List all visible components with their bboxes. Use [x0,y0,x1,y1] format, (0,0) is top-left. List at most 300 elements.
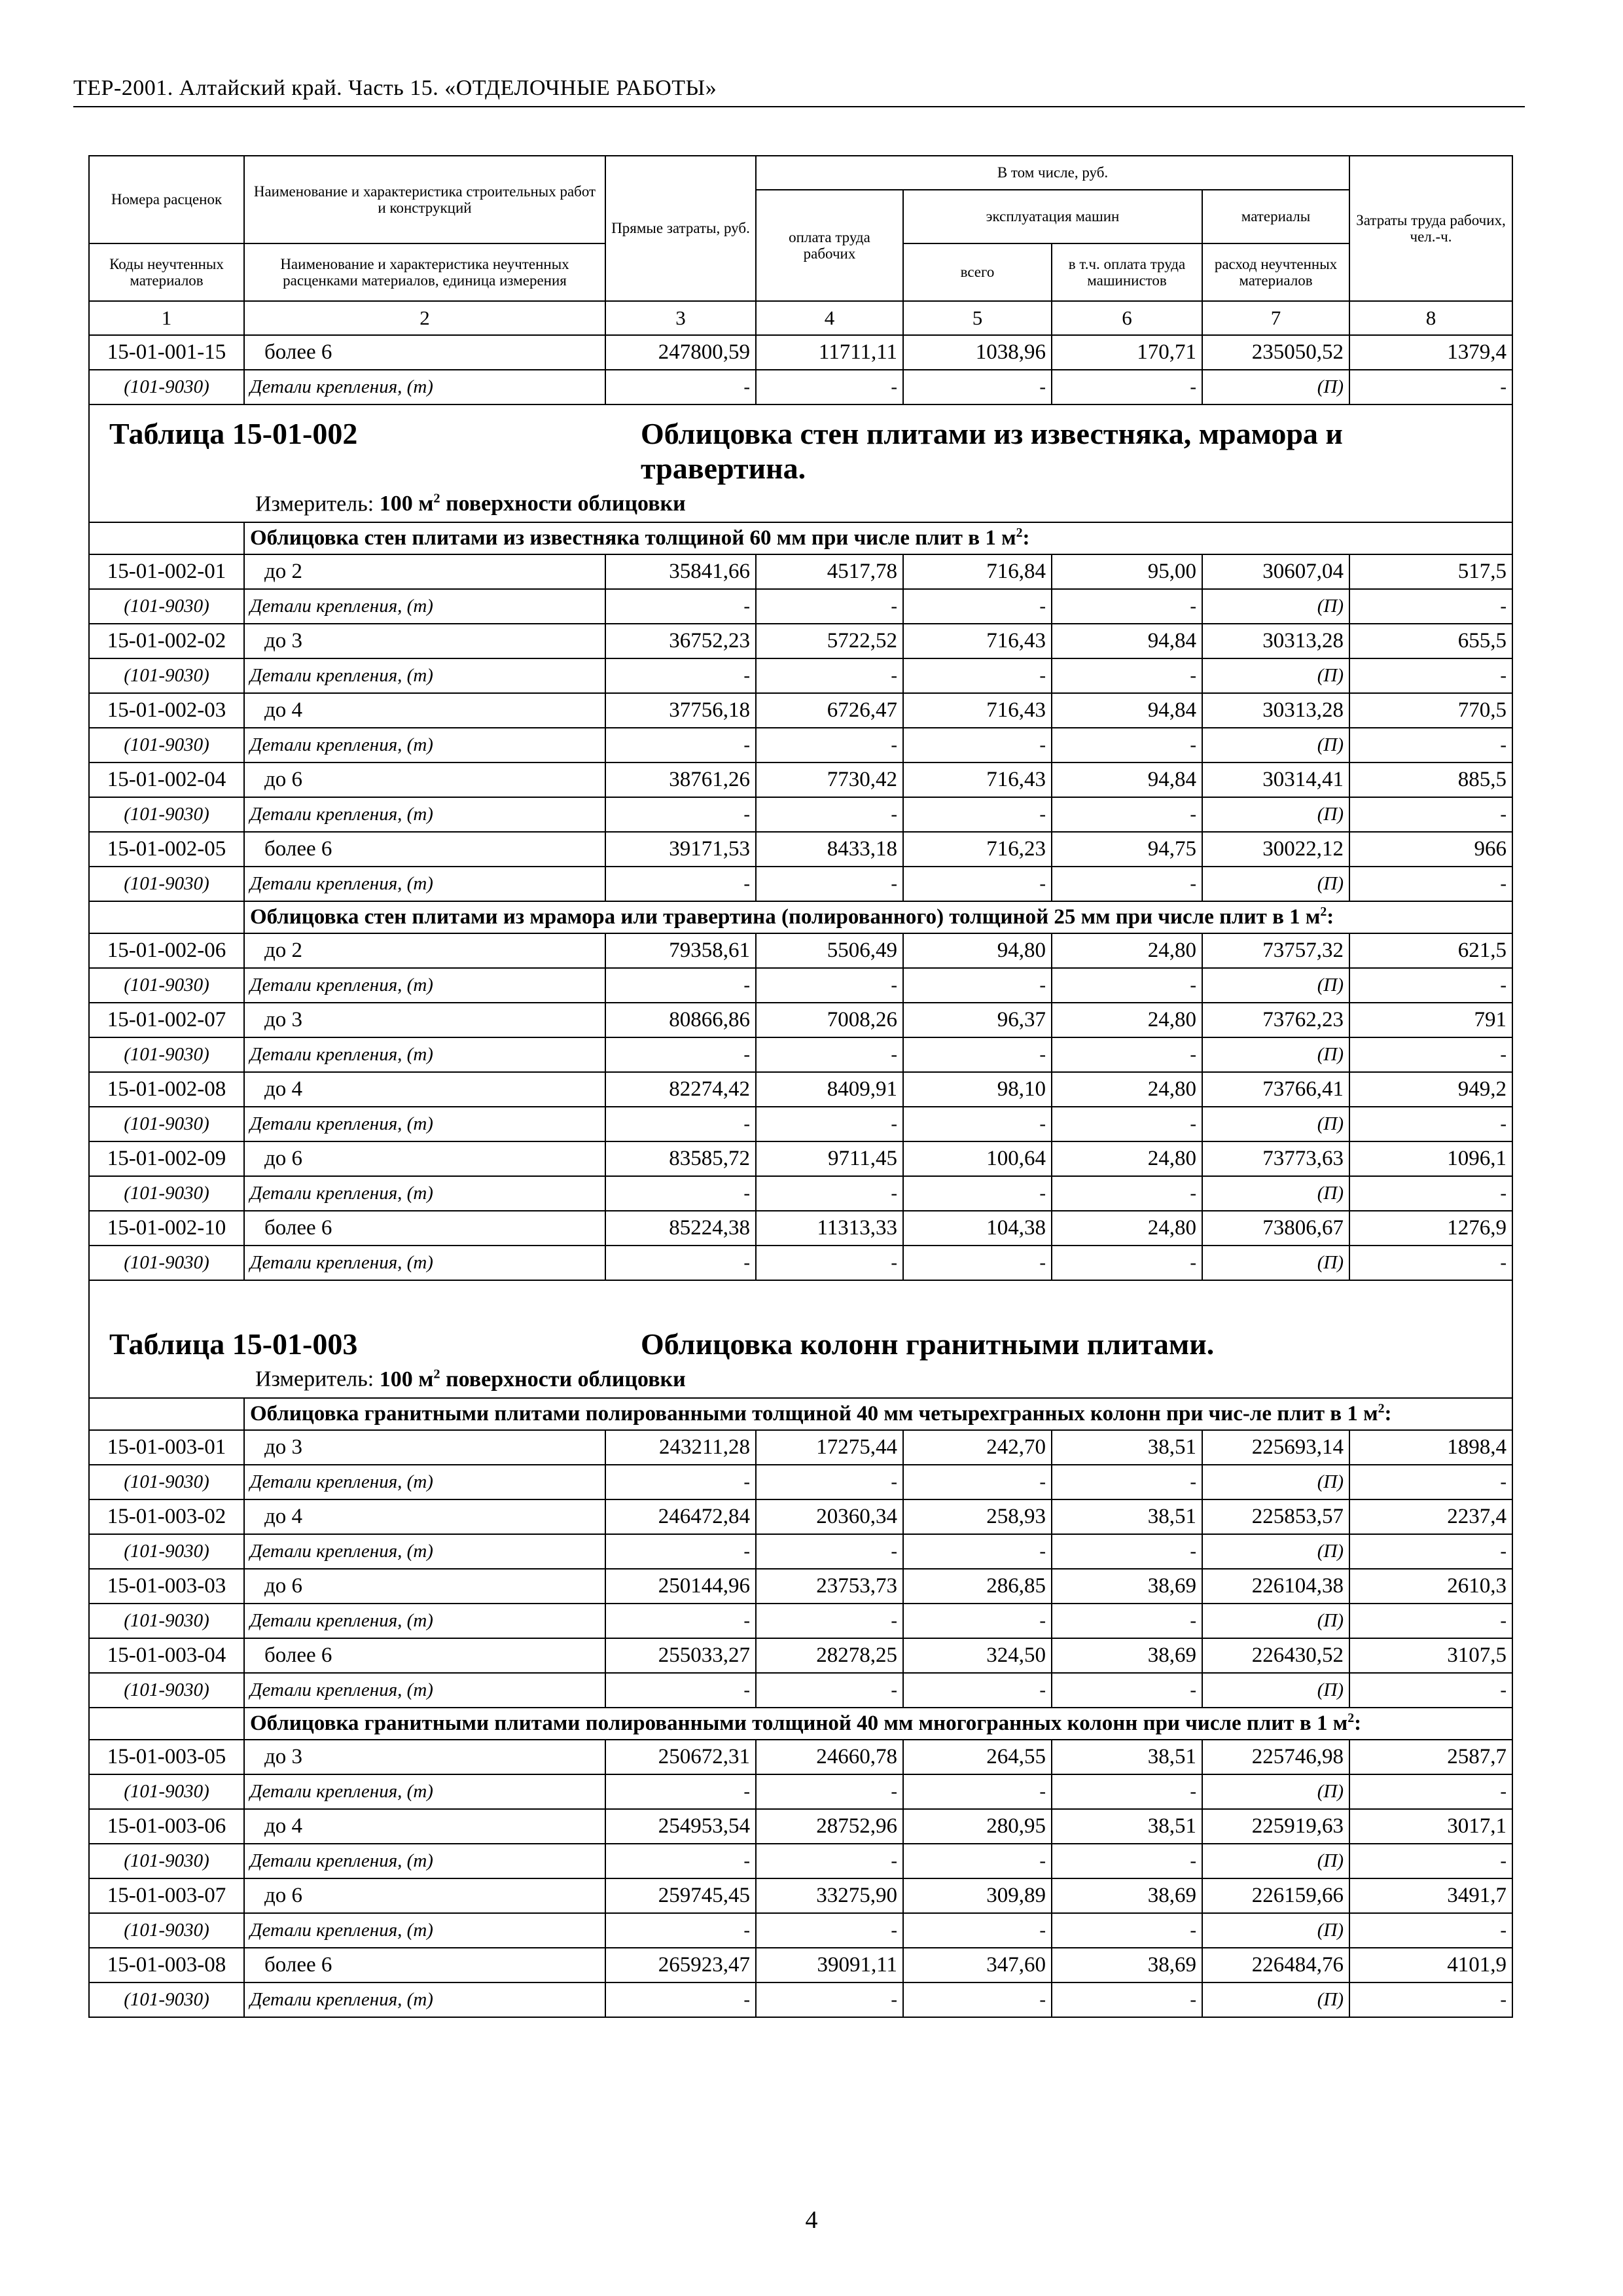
material-dash: - [1349,1844,1512,1878]
material-dash: - [756,1465,903,1499]
rate-value: 716,43 [903,624,1052,658]
material-pi: (П) [1202,1982,1349,2017]
rate-value: 225746,98 [1202,1740,1349,1774]
measure-value: 100 м [379,1367,434,1391]
column-number: 4 [756,301,903,335]
rate-row [89,1809,1512,1844]
material-code: (101-9030) [89,1037,244,1072]
table-number: Таблица 15-01-002 [109,416,358,450]
rate-value: 6726,47 [756,693,903,728]
rate-value: 73762,23 [1202,1003,1349,1037]
header-materials: материалы [1202,190,1349,243]
subheader-tail: : [1384,1401,1392,1426]
rate-value: 33275,90 [756,1878,903,1913]
material-dash: - [756,1844,903,1878]
rate-value: 259745,45 [605,1878,756,1913]
rate-value: 3491,7 [1349,1878,1512,1913]
material-dash: - [903,1604,1052,1638]
material-dash: - [1052,1774,1202,1809]
column-number: 8 [1349,301,1512,335]
measure-rest: поверхности облицовки [446,1367,686,1391]
material-dash: - [1349,797,1512,832]
rate-value: 791 [1349,1003,1512,1037]
page-header-title: ТЕР-2001. Алтайский край. Часть 15. «ОТДЕЛОЧНЫЕ РАБОТЫ» [73,76,717,100]
material-dash: - [605,1107,756,1141]
material-dash: - [756,1534,903,1569]
rate-value: 250144,96 [605,1569,756,1604]
subheader-tail: : [1327,905,1334,929]
rate-value: 83585,72 [605,1141,756,1176]
material-dash: - [1349,1673,1512,1708]
header-col2-bottom: Наименование и характеристика неучтенных расценками материалов, единица измерения [244,243,605,301]
measure-value: 100 м [379,492,434,516]
measure-unit [380,492,686,516]
material-code: (101-9030) [89,1107,244,1141]
header-machines-labor: в т.ч. оплата труда машинистов [1052,243,1202,301]
material-dash: - [1052,1844,1202,1878]
material-dash: - [903,1465,1052,1499]
material-dash: - [1052,1465,1202,1499]
rate-code: 15-01-003-04 [89,1638,244,1673]
material-dash: - [1349,1037,1512,1072]
material-pi: (П) [1202,1774,1349,1809]
material-pi: (П) [1202,1107,1349,1141]
subheader-sup: 2 [1320,904,1327,919]
rate-code: 15-01-002-07 [89,1003,244,1037]
rate-row [89,1638,1512,1673]
material-dash: - [756,589,903,624]
rate-value: 716,23 [903,832,1052,867]
rate-row [89,335,1512,370]
subheader-empty [89,1708,244,1740]
material-dash: - [605,1246,756,1280]
material-row [89,968,1512,1003]
subheader-text: Облицовка гранитными плитами полированными толщиной 40 мм многогранных колонн при числе плит в 1 м [250,1711,1348,1735]
material-dash: - [903,1982,1052,2017]
rate-value: 85224,38 [605,1211,756,1246]
rate-row [89,1141,1512,1176]
rate-value: 170,71 [1052,335,1202,370]
material-dash: - [903,1176,1052,1211]
rate-value: 24,80 [1052,1141,1202,1176]
rate-name: до 3 [244,1430,605,1465]
material-dash: - [605,968,756,1003]
rate-name: до 6 [244,762,605,797]
material-code: (101-9030) [89,1982,244,2017]
material-pi: (П) [1202,1913,1349,1948]
rate-value: 5506,49 [756,933,903,968]
rate-value: 246472,84 [605,1499,756,1534]
rate-value: 11313,33 [756,1211,903,1246]
rate-code: 15-01-003-08 [89,1948,244,1982]
material-row [89,1604,1512,1638]
material-dash: - [756,1774,903,1809]
rate-value: 24660,78 [756,1740,903,1774]
column-number: 7 [1202,301,1349,335]
header-col2-top: Наименование и характеристика строительных работ и конструкций [244,156,605,243]
rate-code: 15-01-003-05 [89,1740,244,1774]
material-name: Детали крепления, (т) [244,1913,605,1948]
group-subheader [89,1398,1512,1430]
material-dash: - [1349,1176,1512,1211]
material-dash: - [1052,1037,1202,1072]
subheader-cell [244,1708,1512,1740]
rate-name: до 3 [244,1003,605,1037]
rate-row [89,933,1512,968]
column-numbers-row [89,301,1512,335]
rate-row [89,832,1512,867]
measure-line [95,492,1507,516]
rate-value: 324,50 [903,1638,1052,1673]
material-dash: - [1349,1465,1512,1499]
material-dash: - [903,1246,1052,1280]
material-dash: - [1052,728,1202,762]
rate-value: 1379,4 [1349,335,1512,370]
column-number: 5 [903,301,1052,335]
material-name: Детали крепления, (т) [244,370,605,404]
material-name: Детали крепления, (т) [244,1844,605,1878]
material-dash: - [903,797,1052,832]
rate-value: 280,95 [903,1809,1052,1844]
material-dash: - [756,1913,903,1948]
rate-name: до 6 [244,1569,605,1604]
rate-name: до 6 [244,1141,605,1176]
rate-value: 94,84 [1052,624,1202,658]
rate-name: до 4 [244,693,605,728]
rate-value: 347,60 [903,1948,1052,1982]
rate-value: 5722,52 [756,624,903,658]
rate-value: 309,89 [903,1878,1052,1913]
measure-label: Измеритель: [255,492,374,516]
rate-value: 20360,34 [756,1499,903,1534]
material-pi: (П) [1202,370,1349,404]
rate-name: до 4 [244,1809,605,1844]
rate-value: 38,69 [1052,1569,1202,1604]
material-dash: - [1052,658,1202,693]
material-name: Детали крепления, (т) [244,728,605,762]
material-code: (101-9030) [89,1534,244,1569]
material-code: (101-9030) [89,867,244,901]
rate-value: 3107,5 [1349,1638,1512,1673]
material-row [89,1107,1512,1141]
rate-value: 38,69 [1052,1948,1202,1982]
header-machines-total: всего [903,243,1052,301]
subheader-sup: 2 [1347,1710,1355,1725]
material-dash: - [1052,1246,1202,1280]
rate-value: 517,5 [1349,554,1512,589]
material-row [89,1246,1512,1280]
material-dash: - [605,797,756,832]
rate-value: 38,51 [1052,1430,1202,1465]
material-dash: - [605,370,756,404]
rate-value: 8433,18 [756,832,903,867]
material-dash: - [903,867,1052,901]
material-dash: - [605,1913,756,1948]
material-code: (101-9030) [89,658,244,693]
material-row [89,1913,1512,1948]
material-dash: - [1052,1982,1202,2017]
rate-value: 716,84 [903,554,1052,589]
rate-value: 621,5 [1349,933,1512,968]
material-name: Детали крепления, (т) [244,867,605,901]
subheader-sup: 2 [1016,526,1023,540]
rate-row [89,1430,1512,1465]
material-dash: - [1052,1107,1202,1141]
rate-value: 226430,52 [1202,1638,1349,1673]
material-dash: - [903,658,1052,693]
material-row [89,797,1512,832]
material-dash: - [1349,1534,1512,1569]
material-row [89,1465,1512,1499]
rate-value: 96,37 [903,1003,1052,1037]
material-pi: (П) [1202,1844,1349,1878]
material-dash: - [605,1844,756,1878]
rate-name: до 3 [244,1740,605,1774]
material-dash: - [605,1604,756,1638]
table-number: Таблица 15-01-003 [109,1327,358,1361]
rate-name: более 6 [244,335,605,370]
material-row [89,1673,1512,1708]
subheader-sup: 2 [1378,1401,1385,1416]
rate-value: 265923,47 [605,1948,756,1982]
rate-value: 243211,28 [605,1430,756,1465]
material-pi: (П) [1202,589,1349,624]
material-dash: - [1349,1107,1512,1141]
section-title-cell [89,404,1512,522]
material-dash: - [756,658,903,693]
rate-value: 24,80 [1052,933,1202,968]
rate-value: 37756,18 [605,693,756,728]
measure-rest: поверхности облицовки [446,492,686,516]
material-name: Детали крепления, (т) [244,1107,605,1141]
rate-row [89,624,1512,658]
material-dash: - [903,968,1052,1003]
rate-row [89,1499,1512,1534]
rate-value: 247800,59 [605,335,756,370]
material-name: Детали крепления, (т) [244,1176,605,1211]
rate-code: 15-01-002-06 [89,933,244,968]
rate-value: 2587,7 [1349,1740,1512,1774]
column-number: 1 [89,301,244,335]
rate-code: 15-01-001-15 [89,335,244,370]
material-name: Детали крепления, (т) [244,1534,605,1569]
material-dash: - [1349,589,1512,624]
material-pi: (П) [1202,1037,1349,1072]
material-name: Детали крепления, (т) [244,1246,605,1280]
material-code: (101-9030) [89,797,244,832]
rate-value: 1096,1 [1349,1141,1512,1176]
group-subheader [89,901,1512,933]
subheader-empty [89,522,244,554]
material-name: Детали крепления, (т) [244,1982,605,2017]
rate-name: более 6 [244,1948,605,1982]
rate-value: 11711,11 [756,335,903,370]
rate-code: 15-01-002-09 [89,1141,244,1176]
rate-value: 30314,41 [1202,762,1349,797]
column-number: 2 [244,301,605,335]
rate-value: 39091,11 [756,1948,903,1982]
rate-value: 24,80 [1052,1003,1202,1037]
rate-code: 15-01-002-04 [89,762,244,797]
rate-row [89,693,1512,728]
subheader-empty [89,901,244,933]
material-dash: - [756,1673,903,1708]
rate-value: 30313,28 [1202,693,1349,728]
rate-name: более 6 [244,1638,605,1673]
material-dash: - [756,797,903,832]
material-dash: - [1349,1913,1512,1948]
rate-name: до 6 [244,1878,605,1913]
material-name: Детали крепления, (т) [244,1465,605,1499]
material-pi: (П) [1202,1534,1349,1569]
rate-row [89,1003,1512,1037]
material-dash: - [605,658,756,693]
header-machines: эксплуатация машин [903,190,1202,243]
rate-value: 82274,42 [605,1072,756,1107]
material-dash: - [1349,1774,1512,1809]
rate-code: 15-01-003-06 [89,1809,244,1844]
rate-name: до 3 [244,624,605,658]
material-dash: - [903,1107,1052,1141]
material-pi: (П) [1202,1673,1349,1708]
rate-value: 225919,63 [1202,1809,1349,1844]
material-dash: - [605,1982,756,2017]
material-name: Детали крепления, (т) [244,658,605,693]
rate-code: 15-01-002-02 [89,624,244,658]
material-dash: - [605,1534,756,1569]
rate-value: 94,84 [1052,762,1202,797]
rate-value: 716,43 [903,762,1052,797]
rate-row [89,554,1512,589]
subheader-tail: : [1354,1711,1362,1735]
measure-label: Измеритель: [255,1367,374,1391]
material-dash: - [903,1534,1052,1569]
table-title: Облицовка стен плитами из известняка, мрамора и травертина. [641,416,1343,486]
rate-value: 38,69 [1052,1638,1202,1673]
material-code: (101-9030) [89,1844,244,1878]
material-dash: - [756,1246,903,1280]
material-row [89,1774,1512,1809]
rate-code: 15-01-002-08 [89,1072,244,1107]
material-dash: - [756,1604,903,1638]
material-code: (101-9030) [89,1774,244,1809]
material-dash: - [756,968,903,1003]
rate-value: 7730,42 [756,762,903,797]
material-row [89,728,1512,762]
rates-table [88,155,1513,2018]
rate-value: 23753,73 [756,1569,903,1604]
material-dash: - [1052,589,1202,624]
material-row [89,1534,1512,1569]
rate-code: 15-01-002-10 [89,1211,244,1246]
rate-value: 770,5 [1349,693,1512,728]
rate-row [89,762,1512,797]
rate-value: 38761,26 [605,762,756,797]
rate-value: 38,69 [1052,1878,1202,1913]
table-title: Облицовка колонн гранитными плитами. [641,1327,1215,1361]
subheader-empty [89,1398,244,1430]
rate-row [89,1878,1512,1913]
material-dash: - [903,1913,1052,1948]
rate-code: 15-01-002-01 [89,554,244,589]
material-dash: - [605,1673,756,1708]
rate-row [89,1072,1512,1107]
rate-name: до 2 [244,554,605,589]
header-rule [73,106,1525,107]
subheader-text: Облицовка стен плитами из мрамора или травертина (полированного) толщиной 25 мм при числе плит в 1 м [250,905,1321,929]
material-dash: - [1349,968,1512,1003]
material-dash: - [756,1037,903,1072]
rate-value: 255033,27 [605,1638,756,1673]
rate-value: 4517,78 [756,554,903,589]
material-code: (101-9030) [89,1246,244,1280]
material-dash: - [1349,370,1512,404]
material-dash: - [756,1982,903,2017]
material-dash: - [903,728,1052,762]
rate-value: 949,2 [1349,1072,1512,1107]
header-col1-top: Номера расценок [89,156,244,243]
material-pi: (П) [1202,1604,1349,1638]
material-row [89,1176,1512,1211]
rate-value: 885,5 [1349,762,1512,797]
material-dash: - [903,1673,1052,1708]
material-code: (101-9030) [89,370,244,404]
subheader-cell [244,1398,1512,1430]
material-dash: - [1052,968,1202,1003]
rate-value: 73773,63 [1202,1141,1349,1176]
material-dash: - [1052,1673,1202,1708]
subheader-cell [244,901,1512,933]
material-dash: - [605,867,756,901]
section-title-line [95,1327,1507,1361]
material-dash: - [1052,1604,1202,1638]
material-dash: - [756,867,903,901]
material-dash: - [1052,1176,1202,1211]
header-materials-unaccounted: расход неучтенных материалов [1202,243,1349,301]
material-dash: - [1052,1913,1202,1948]
subheader-text: Облицовка гранитными плитами полированными толщиной 40 мм четырехгранных колонн при чис-ле плит в 1 м [250,1401,1378,1426]
rate-value: 73766,41 [1202,1072,1349,1107]
material-dash: - [1349,1246,1512,1280]
rate-value: 35841,66 [605,554,756,589]
material-dash: - [1349,658,1512,693]
rate-value: 73806,67 [1202,1211,1349,1246]
material-dash: - [605,1465,756,1499]
subheader-tail: : [1022,526,1030,550]
rate-value: 7008,26 [756,1003,903,1037]
rate-value: 94,75 [1052,832,1202,867]
material-dash: - [903,1844,1052,1878]
rate-value: 225693,14 [1202,1430,1349,1465]
rate-value: 966 [1349,832,1512,867]
rate-value: 226159,66 [1202,1878,1349,1913]
rate-value: 28752,96 [756,1809,903,1844]
column-number: 6 [1052,301,1202,335]
rate-value: 2237,4 [1349,1499,1512,1534]
rate-value: 28278,25 [756,1638,903,1673]
rate-value: 254953,54 [605,1809,756,1844]
rate-name: до 4 [244,1072,605,1107]
material-dash: - [1349,1982,1512,2017]
material-dash: - [903,1037,1052,1072]
material-name: Детали крепления, (т) [244,589,605,624]
material-name: Детали крепления, (т) [244,1673,605,1708]
group-subheader [89,522,1512,554]
material-code: (101-9030) [89,728,244,762]
table-body [89,156,1512,2017]
rate-code: 15-01-002-05 [89,832,244,867]
rate-name: до 4 [244,1499,605,1534]
